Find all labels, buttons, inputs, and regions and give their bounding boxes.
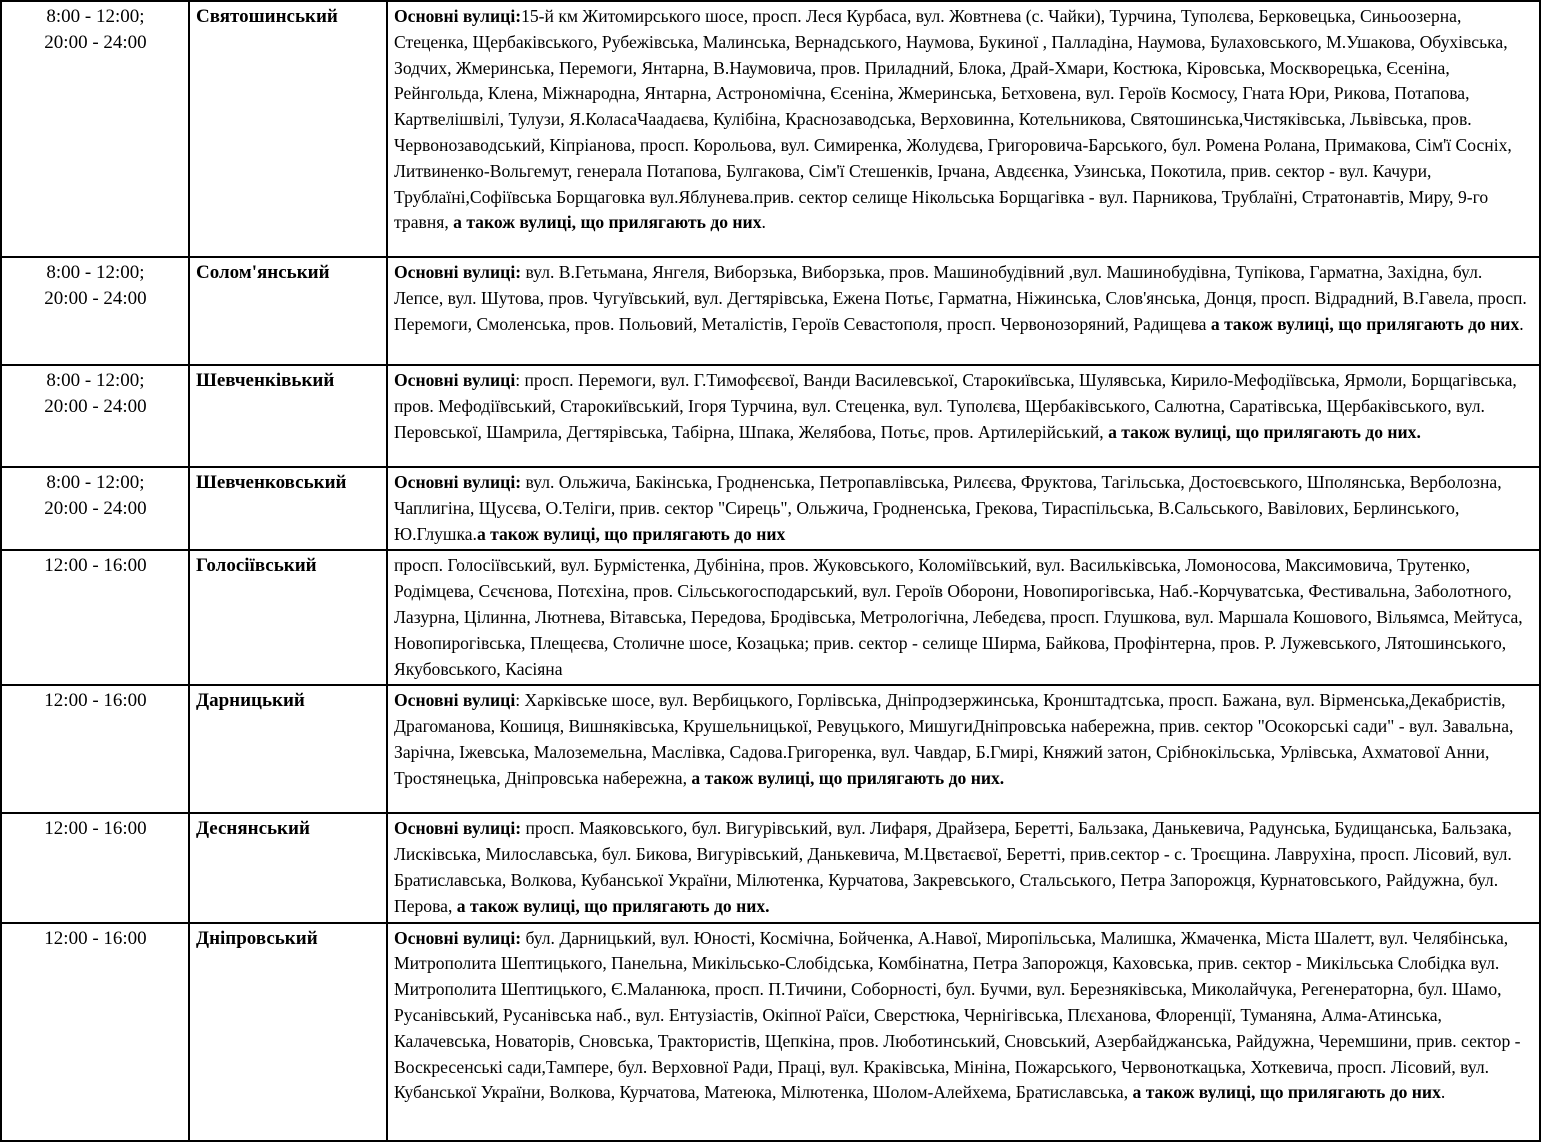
- streets-list-cell: [387, 1, 1540, 257]
- time-range-line: 12:00 - 16:00: [44, 555, 147, 577]
- streets-emphasis-text: а також вулиці, що прилягають до них: [476, 523, 786, 544]
- streets-text: бул. Дарницький, вул. Юності, Космічна, Бойченка, А.Навої, Миропільська, Малишка, Жмаченка, Міста Шалетт, вул. Челябінська, Митрополита Шептицького, Панельна, Микільсько-Слобідська, Комбінатна, Петра Запорожця, Каховська, прив. сектор - Микільська Слобідка вул. Митрополита Шептицького, Є.Маланюка, просп. П.Тичини, Соборності, бул. Бучми, вул. Березняківська, Миколайчука, Регенераторна, бул. Шамо, Русанівський, Русанівська наб., вул. Ентузіастів, Окіпної Раїси, Сверстюка, Чернігівська, Плєханова, Флоренції, Туманяна, Алма-Атинська, Калачевська, Новаторів, Сновська, Трактористів, Щепкіна, пров. Люботинський, Сновський, Азербайджанська, Райдужна, Черемшини, прив. сектор - Воскресенські сади,Тампере, бул. Верховної Ради, Праці, вул. Краківська, Мініна, Пожарського, Червоноткацька, Хоткевича, просп. Лісовий, вул. Кубанської України, Волкова, Курчатова, Матеюка, Мілютенка, Шолом-Алейхема, Братиславська,: [394, 927, 1521, 1103]
- district-name: Шевченківький: [196, 370, 335, 391]
- district-name-cell: [189, 813, 387, 922]
- streets-emphasis-text: а також вулиці, що прилягають до них: [453, 212, 762, 233]
- streets-text: 15-й км Житомирського шосе, просп. Леся Курбаса, вул. Жовтнева (с. Чайки), Турчина, Туполєва, Берковецька, Синьоозерна, Стеценка, Щербаківського, Рубежівська, Малинська, Вернадського, Наумова, Букиної , Палладіна, Наумова, Булаховського, М.Ушакова, Обухівська, Зодчих, Жмеринська, Перемоги, Янтарна, В.Наумовича, пров. Приладний, Блока, Драй-Хмари, Костюка, Кіровська, Москворецька, Єсеніна, Рейнгольда, Клена, Міжнародна, Янтарна, Астрономічна, Єсеніна, Жмеринська, Бетховена, вул. Героїв Космосу, Гната Юри, Рикова, Потапова, Картвелішвілі, Тулузи, Я.КоласаЧаадаєва, Кулібіна, Краснозаводська, Верховинна, Котельникова, Святошинська,Чистяківська, Львівська, пров. Червонозаводський, Кіпріанова, просп. Корольова, вул. Симиренка, Жолудєва, Григоровича-Барського, бул. Ромена Ролана, Примакова, Сім'ї Сосніх, Литвиненко-Вольгемут, генерала Потапова, Булгакова, Сім'ї Стешенків, Ірчана, Авдєєнка, Узинська, Покотила, прив. сектор - вул. Качури, Трублаїні,Софіївська Борщаговка вул.Яблунева.прив. сектор селище Нікольська Борщагівка - вул. Парникова, Трублаїні, Стратонавтів, Миру, 9-го травня,: [394, 6, 1512, 233]
- district-name-cell: [189, 1, 387, 257]
- streets-text: вул. Ольжича, Бакінська, Гродненська, Петропавлівська, Рилєєва, Фруктова, Тагільська, Достоєвського, Шполянська, Верболозна, Чаплигіна, Щусєва, О.Теліги, прив. сектор "Сирець", Ольжича, Гродненська, Грекова, Тираспільська, В.Сальського, Вавілових, Берлинського, Ю.Глушка.: [394, 472, 1502, 544]
- streets-emphasis-text: а також вулиці, що прилягають до них: [1210, 313, 1520, 334]
- schedule-table-body: [1, 1, 1540, 1141]
- streets-text: .: [1440, 1082, 1446, 1103]
- table-row: [1, 923, 1540, 1141]
- streets-list-cell: [387, 813, 1540, 922]
- time-range-cell: [1, 685, 189, 813]
- time-range-line: 12:00 - 16:00: [44, 927, 147, 949]
- streets-list-cell: [387, 365, 1540, 467]
- table-row: [1, 467, 1540, 550]
- time-range-line: 8:00 - 12:00;: [46, 262, 145, 283]
- streets-emphasis-text: а також вулиці, що прилягають до них: [1132, 1082, 1441, 1103]
- streets-emphasis-text: Основні вулиці:: [394, 472, 522, 492]
- streets-text: .: [1519, 313, 1524, 334]
- table-row: [1, 1, 1540, 257]
- streets-emphasis-text: Основні вулиці:: [394, 6, 522, 26]
- streets-text: : Харківське шосе, вул. Вербицького, Горлівська, Дніпродзержинська, Кронштадтська, просп. Бажана, вул. Вірменська,Декабристів, Драгоманова, Кошиця, Вишняківська, Крушельницької, Ревуцького, МишугиДніпровська набережна, прив. сектор "Осокорські сади" - вул. Завальна, Зарічна, Іжевська, Малоземельна, Маслівка, Садова.Григоренка, вул. Чавдар, Б.Гмирі, Княжий затон, Срібнокільська, Урлівська, Ахматової Анни, Тростянецька, Дніпровська набережна,: [394, 690, 1514, 788]
- time-range-line: 20:00 - 24:00: [44, 288, 147, 309]
- streets-emphasis-text: Основні вулиці: [394, 690, 516, 711]
- time-range-line: 20:00 - 24:00: [44, 32, 147, 53]
- streets-text: вул. В.Гетьмана, Янгеля, Виборзька, Виборзька, пров. Машинобудівний ,вул. Машинобудівна, Тупікова, Гарматна, Західна, бул. Лепсе, вул. Шутова, пров. Чугуївський, вул. Дегтярівська, Ежена Потьє, Гарматна, Ніжинська, Слов'янська, Донця, просп. Відрадний, В.Гавела, просп. Перемоги, Смоленська, пров. Польовий, Металістів, Героїв Севастополя, просп. Червонозоряний, Радищева: [394, 262, 1527, 334]
- district-name: Шевченковський: [196, 472, 347, 493]
- district-name: Голосіївський: [196, 555, 317, 577]
- streets-list-cell: [387, 685, 1540, 813]
- district-name-cell: [189, 257, 387, 365]
- streets-text: просп. Маяковського, бул. Вигурівський, вул. Лифаря, Драйзера, Беретті, Бальзака, Данькевича, Радунська, Будищанська, Бальзака, Лисківська, Милославська, бул. Бикова, Вигурівський, Данькевича, М.Цвєтаєвої, Беретті, прив.сектор - с. Троєщина. Лаврухіна, просп. Лісовий, вул. Братиславська, Волкова, Кубанської України, Мілютенка, Курчатова, Закревського, Стальського, Петра Запорожця, Курнатовського, Райдужна, бул. Перова,: [394, 818, 1512, 916]
- time-range-line: 20:00 - 24:00: [44, 498, 147, 519]
- streets-list-cell: [387, 550, 1540, 685]
- time-range-cell: [1, 923, 189, 1141]
- streets-text: : просп. Перемоги, вул. Г.Тимофєєвої, Ванди Василевської, Старокиївська, Шулявська, Кирило-Мефодіївська, Ярмоли, Борщагівська, пров. Мефодіївський, Старокиївський, Ігоря Турчина, вул. Стеценка, вул. Туполєва, Щербаківського, Салютна, Саратівська, Щербаківського, вул. Перовської, Шамрила, Дегтярівська, Табірна, Шпака, Желябова, Потьє, пров. Артилерійський,: [394, 370, 1517, 442]
- time-range-cell: [1, 1, 189, 257]
- district-name-cell: [189, 365, 387, 467]
- time-range-line: 20:00 - 24:00: [44, 396, 147, 417]
- district-name: Святошинський: [196, 6, 338, 27]
- table-row: [1, 257, 1540, 365]
- table-row: [1, 813, 1540, 922]
- table-row: [1, 365, 1540, 467]
- streets-list-cell: [387, 923, 1540, 1141]
- time-range-line: 8:00 - 12:00;: [46, 370, 145, 391]
- table-row: [1, 550, 1540, 685]
- streets-emphasis-text: а також вулиці, що прилягають до них.: [456, 895, 770, 916]
- district-name: Деснянський: [196, 818, 310, 840]
- time-range-cell: [1, 550, 189, 685]
- streets-text: просп. Голосіївський, вул. Бурмістенка, Дубініна, пров. Жуковського, Коломіївський, вул. Васильківська, Ломоносова, Максимовича, Трутенко, Родімцева, Сєчєнова, Потєхіна, пров. Сільськогосподарський, вул. Героїв Оборони, Новопирогівська, Наб.-Корчуватська, Фестивальна, Заболотного, Лазурна, Цілинна, Лютнева, Вітавська, Передова, Бродівська, Метрологічна, Лебедєва, просп. Глушкова, вул. Маршала Кошового, Вільямса, Мейтуса, Новопирогівська, Плещеєва, Столичне шосе, Козацька; прив. сектор - селище Ширма, Байкова, Профінтерна, пров. Р. Лужевського, Лятошинського, Якубовського, Касіяна: [394, 555, 1523, 679]
- district-name-cell: [189, 685, 387, 813]
- time-range-cell: [1, 467, 189, 550]
- district-name-cell: [189, 923, 387, 1141]
- time-range-line: 8:00 - 12:00;: [46, 472, 145, 493]
- district-name: Дарницький: [196, 690, 305, 712]
- district-name: Дніпровський: [196, 927, 318, 949]
- streets-emphasis-text: а також вулиці, що прилягають до них.: [691, 767, 1005, 788]
- time-range-cell: [1, 257, 189, 365]
- streets-text: .: [761, 212, 766, 233]
- time-range-cell: [1, 365, 189, 467]
- time-range-line: 12:00 - 16:00: [44, 690, 147, 712]
- streets-emphasis-text: Основні вулиці:: [394, 262, 522, 282]
- streets-list-cell: [387, 467, 1540, 550]
- table-row: [1, 685, 1540, 813]
- district-name-cell: [189, 550, 387, 685]
- time-range-line: 12:00 - 16:00: [44, 818, 147, 840]
- streets-emphasis-text: Основні вулиці:: [394, 818, 522, 839]
- time-range-line: 8:00 - 12:00;: [46, 6, 145, 27]
- streets-emphasis-text: Основні вулиці: [394, 370, 516, 390]
- streets-list-cell: [387, 257, 1540, 365]
- streets-emphasis-text: Основні вулиці:: [394, 927, 522, 948]
- district-name: Солом'янський: [196, 262, 330, 283]
- time-range-cell: [1, 813, 189, 922]
- district-name-cell: [189, 467, 387, 550]
- streets-emphasis-text: а також вулиці, що прилягають до них.: [1108, 421, 1421, 442]
